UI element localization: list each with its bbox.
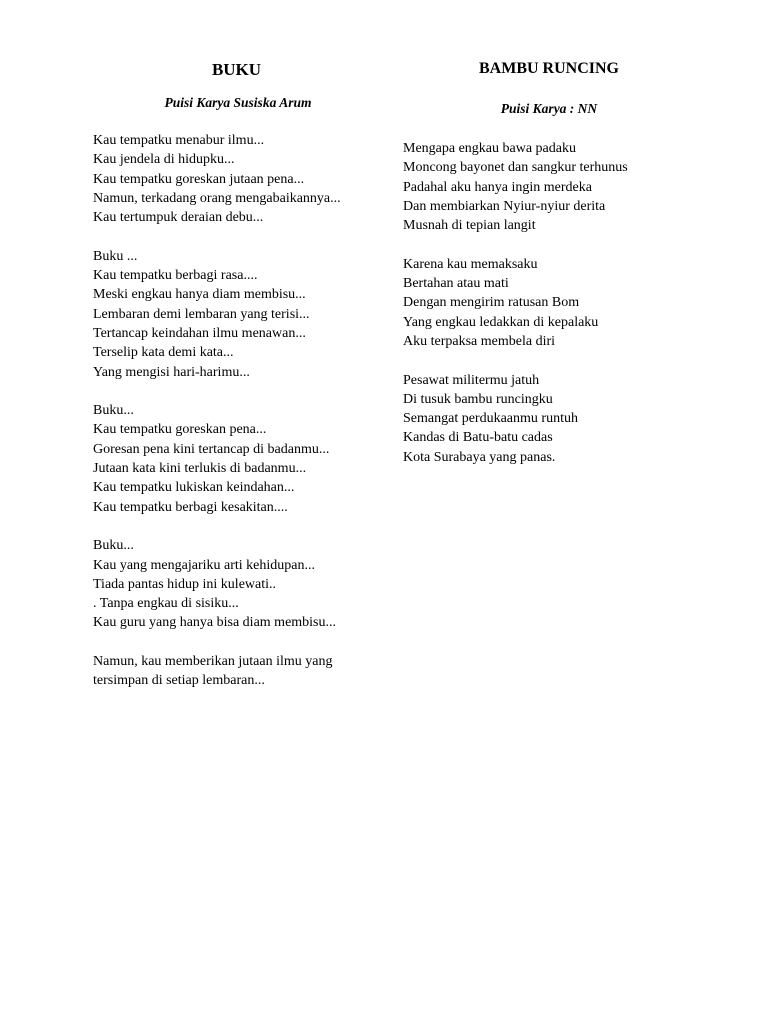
- poem-line: Kau tempatku lukiskan keindahan...: [93, 480, 295, 496]
- poem-line: Goresan pena kini tertancap di badanmu...: [93, 441, 330, 457]
- stanza: [403, 255, 703, 351]
- poem-line: Tertancap keindahan ilmu menawan...: [93, 325, 306, 341]
- poem-line: Lembaran demi lembaran yang terisi...: [93, 306, 310, 322]
- poem-line: Yang mengisi hari-harimu...: [93, 364, 250, 380]
- poem-line: Kandas di Batu-batu cadas: [403, 430, 553, 446]
- poem-line: Kau tempatku goreskan pena...: [93, 422, 267, 438]
- poem-line: Kau tertumpuk deraian debu...: [93, 210, 264, 226]
- poem-title: BAMBU RUNCING: [479, 60, 619, 77]
- poem-line: Kau guru yang hanya bisa diam membisu...: [93, 615, 337, 631]
- stanza: [403, 371, 703, 467]
- poem-line: Mengapa engkau bawa padaku: [403, 141, 576, 156]
- poem-line: Buku...: [93, 538, 134, 554]
- stanza: [403, 139, 703, 235]
- poem-line: Dan membiarkan Nyiur-nyiur derita: [403, 198, 606, 214]
- poem-line: Kau tempatku berbagi kesakitan....: [93, 499, 288, 515]
- poem-line: Padahal aku hanya ingin merdeka: [403, 179, 592, 195]
- poem-line: Namun, terkadang orang mengabaikannya...: [93, 190, 341, 206]
- poem-line: Meski engkau hanya diam membisu...: [93, 287, 306, 303]
- stanza: [93, 652, 383, 691]
- poem-line: Terselip kata demi kata...: [93, 345, 234, 361]
- poem-title: BUKU: [211, 60, 262, 79]
- poem-line: Kau jendela di hidupku...: [93, 152, 235, 168]
- poem-body: [403, 139, 703, 486]
- poem-line: Karena kau memaksaku: [403, 256, 538, 272]
- stanza: [93, 536, 383, 632]
- poem-line: Pesawat militermu jatuh: [403, 372, 540, 388]
- poem-line: Di tusuk bambu runcingku: [403, 391, 553, 407]
- stanza: [93, 247, 383, 382]
- poem-line: Jutaan kata kini terlukis di badanmu...: [93, 461, 307, 477]
- poem-line: Musnah di tepian langit: [403, 218, 536, 234]
- poem-line: Semangat perdukaanmu runtuh: [403, 411, 578, 427]
- stanza: [93, 401, 383, 517]
- poem-line: Bertahan atau mati: [403, 276, 509, 292]
- poem-line: . Tanpa engkau di sisiku...: [93, 596, 239, 612]
- poem-line: Kau tempatku goreskan jutaan pena...: [93, 171, 305, 187]
- poem-line: Moncong bayonet dan sangkur terhunus: [403, 160, 628, 176]
- poem-author: Puisi Karya Susiska Arum: [164, 95, 312, 110]
- poem-line: Tiada pantas hidup ini kulewati..: [93, 576, 277, 592]
- poem-line: tersimpan di setiap lembaran...: [93, 673, 265, 689]
- poem-author: Puisi Karya : NN: [500, 101, 598, 116]
- poem-line: Yang engkau ledakkan di kepalaku: [403, 314, 599, 330]
- poem-line: Aku terpaksa membela diri: [403, 333, 556, 349]
- poem-line: Kau yang mengajariku arti kehidupan...: [93, 557, 315, 573]
- poem-line: Buku...: [93, 403, 134, 419]
- poem-line: Kau tempatku berbagi rasa....: [93, 268, 258, 284]
- poem-line: Kau tempatku menabur ilmu...: [93, 133, 265, 148]
- poem-body: [93, 131, 383, 710]
- poem-line: Dengan mengirim ratusan Bom: [403, 295, 580, 311]
- poem-line: Buku ...: [93, 248, 138, 264]
- poem-line: Namun, kau memberikan jutaan ilmu yang: [93, 654, 333, 670]
- poem-line: Kota Surabaya yang panas.: [403, 449, 556, 465]
- stanza: [93, 131, 383, 227]
